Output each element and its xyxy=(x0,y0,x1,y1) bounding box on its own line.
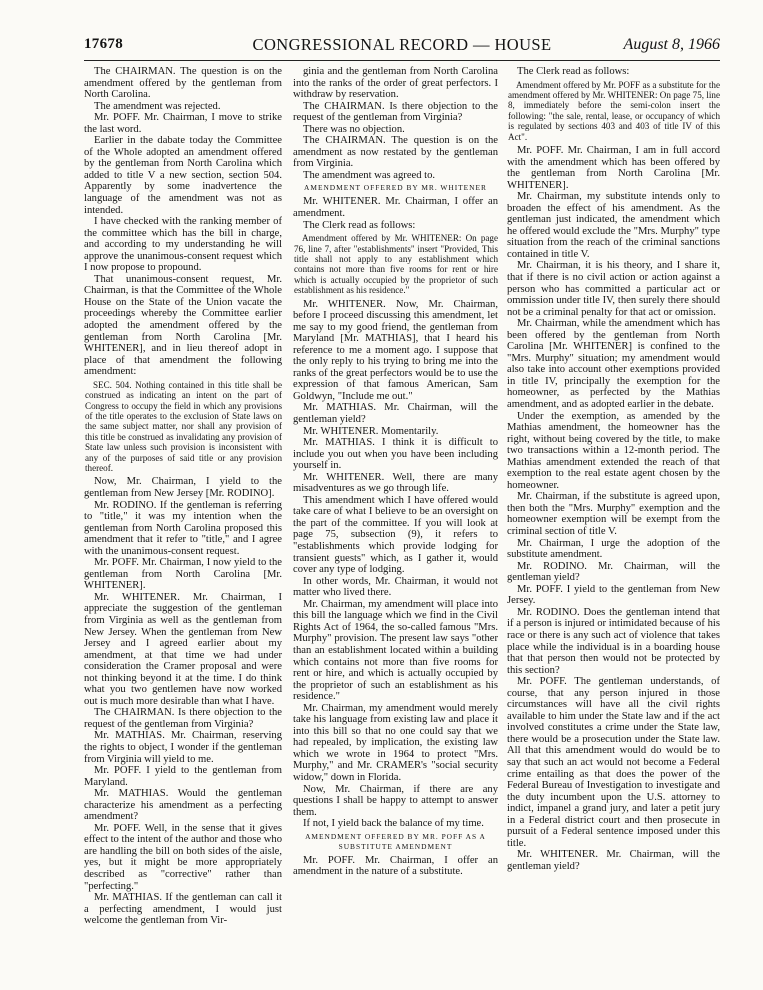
paragraph: Mr. POFF. The gentleman understands, of course, that any person injured in those circumstances will have all the civil rights available to him under the State law and if the act involved constitutes a crime under the State law, there would be a prosecution under the State law. All that this amendment would do would be to say that such an act would not become a Federal crime entailing as that does the power of the Federal Bureau of Investigation to investigate and the duty incumbent upon the U.S. attorney to indict, impanel a grand jury, and later a petit jury in a Federal district court and then prosecute in pursuit of a Federal sentence imposed under this title. xyxy=(507,676,720,849)
amendment-text: Amendment offered by Mr. POFF as a substitute for the amendment offered by Mr. WHITENER: On page 75, line 8, immediately before the semi-colon insert the following: "the sale, rental, lease, or occupancy of which is regulated by sections 403 and 403 of title IV of this Act". xyxy=(508,79,720,142)
paragraph: In other words, Mr. Chairman, it would not matter who lived there. xyxy=(293,575,498,599)
paragraph: Mr. WHITENER. Momentarily. xyxy=(303,425,439,437)
paragraph: The CHAIRMAN. The question is on the amendment offered by the gentleman from North Carolina. xyxy=(84,66,282,101)
paragraph: Mr. POFF. Well, in the sense that it gives effect to the intent of the author and those who are handling the bill on both sides of the aisle, yes, but it might be more appropriately described as "corrective" rather than "perfecting." xyxy=(84,822,282,892)
journal-title: CONGRESSIONAL RECORD — HOUSE xyxy=(252,35,552,54)
paragraph: Mr. WHITENER. Mr. Chairman, I appreciate the suggestion of the gentleman from Virginia as well as the gentleman from New Jersey. When the gentleman from New Jersey and I agreed earlier about my amendment, at that time we had under consideration the Cramer proposal and were not thinking beyond it at the time. I do think what you two gentlemen have now worked out is much more desirable than what I have. xyxy=(84,591,282,707)
paragraph: Mr. WHITENER. Mr. Chairman, will the gentleman yield? xyxy=(507,849,720,872)
paragraph: Mr. Chairman, I urge the adoption of the substitute amendment. xyxy=(507,537,720,561)
paragraph: Mr. POFF. I yield to the gentleman from Maryland. xyxy=(84,765,282,788)
paragraph: This amendment which I have offered would take care of what I believe to be an oversight on the part of the committee. If you will look at page 75, subsection (9), it refers to "establishments which provide lodging for transient guests" which, as I gather it, would cover any type of lodging. xyxy=(293,494,498,576)
paragraph: Mr. MATHIAS. If the gentleman can call it a perfecting amendment, I would just welcome the gentleman from Vir- xyxy=(84,892,282,927)
paragraph: Mr. POFF. Mr. Chairman, I offer an amendment in the nature of a substitute. xyxy=(293,854,498,878)
paragraph: There was no objection. xyxy=(303,123,405,135)
paragraph: I have checked with the ranking member of the committee which has the bill in charge, and according to my understanding he will approve the unanimous-consent request which I now propose to propound. xyxy=(84,216,282,274)
paragraph: Mr. RODINO. Does the gentleman intend that if a person is injured or intimidated because of his race or there is any such act of violence that takes place while the individual is in a boarding house that that person then would not be protected by this section? xyxy=(507,606,720,676)
paragraph: The CHAIRMAN. The question is on the amendment as now restated by the gentleman from Virginia. xyxy=(293,135,498,170)
text-column-3 xyxy=(507,66,720,986)
section-heading: AMENDMENT OFFERED BY MR. WHITENER xyxy=(304,183,487,193)
paragraph: That unanimous-consent request, Mr. Chairman, is that the Committee of the Whole House on the State of the Union vacate the proceedings whereby the Committee earlier adopted the amendment offered by the gentleman from North Carolina [Mr. WHITENER], and in lieu thereof adopt in place of that amendment the following amendment: xyxy=(84,273,282,378)
paragraph: Earlier in the dabate today the Committee of the Whole adopted an amendment offered by the gentleman from North Carolina which added to title V a new section, section 504. Apparently by some inadvertence the language of the amendment was not as intended. xyxy=(84,135,282,216)
paragraph: Mr. Chairman, while the amendment which has been offered by the gentleman from North Carolina [Mr. WHITENER] is confined to the "Mrs. Murphy" situation; my amendment would also take into account other exemptions provided in title IV, principally the exemption for the homeowner, as perfected by the Mathias amendment, and as adopted earlier in the debate. xyxy=(507,318,720,411)
paragraph: The CHAIRMAN. Is there objection to the request of the gentleman from Virginia? xyxy=(293,100,498,124)
paragraph: The amendment was rejected. xyxy=(94,100,221,112)
paragraph: Mr. POFF. I yield to the gentleman from New Jersey. xyxy=(507,583,720,607)
page-number: 17678 xyxy=(84,36,123,52)
paragraph: Under the exemption, as amended by the Mathias amendment, the homeowner has the right, without being covered by the title, to make two transactions within a 12-month period. The Mathias amendment extended the reach of that exemption to the real estate agent chosen by the homeowner. xyxy=(507,410,720,491)
paragraph: The amendment was agreed to. xyxy=(303,169,436,181)
paragraph: If not, I yield back the balance of my time. xyxy=(303,818,484,830)
paragraph: The Clerk read as follows: xyxy=(517,66,630,77)
paragraph: Mr. Chairman, it is his theory, and I share it, that if there is no civil action or action against a person who has committed a particular act or ommission under title IV, then surely there should not be a criminal penalty for that act or omission. xyxy=(507,260,720,318)
paragraph: ginia and the gentleman from North Carolina into the ranks of the order of great perfectors. I withdraw by reservation. xyxy=(293,66,498,101)
paragraph: The Clerk read as follows: xyxy=(303,219,416,231)
amendment-text: SEC. 504. Nothing contained in this title shall be construed as indicating an intent on the part of Congress to occupy the field in which any provisions of the title operates to the exclusion of State laws on the same subject matter, nor shall any provision of this title be construed as invalidating any provision of State law unless such provision is inconsistent with any of the purposes of said title or any provision thereof. xyxy=(85,379,282,474)
paragraph: Mr. MATHIAS. Mr. Chairman, will the gentleman yield? xyxy=(293,402,498,426)
paragraph: Now, Mr. Chairman, I yield to the gentleman from New Jersey [Mr. RODINO]. xyxy=(84,476,282,499)
paragraph: Mr. WHITENER. Well, there are many misadventures as we go through life. xyxy=(293,471,498,495)
amendment-text: Amendment offered by Mr. WHITENER: On page 76, line 7, after "establishments" insert "Provided, This title shall not apply to any establishment which contains not more than five rooms for rent or hire which is actually occupied by the proprietor of such establishment as his residence." xyxy=(294,233,498,296)
issue-date: August 8, 1966 xyxy=(623,36,720,53)
text-column-2 xyxy=(293,66,498,986)
page-header xyxy=(84,34,720,61)
paragraph: Mr. WHITENER. Now, Mr. Chairman, before I proceed discussing this amendment, let me say to my good friend, the gentleman from Maryland [Mr. MATHIAS], that I heard his reference to me a moment ago. I suppose that the only reply to his trying to bring me into the ranks of the great perfectors would be to use the expression of that famous American, Sam Goldwyn, "Include me out." xyxy=(293,298,498,402)
paragraph: Mr. POFF. Mr. Chairman, I am in full accord with the amendment which has been offered by the gentleman from North Carolina [Mr. WHITENER]. xyxy=(507,144,720,191)
paragraph: Mr. POFF. Mr. Chairman, I now yield to the gentleman from North Carolina [Mr. WHITENER]. xyxy=(84,557,282,592)
paragraph: Mr. MATHIAS. I think it is difficult to include you out when you have been including yourself in. xyxy=(293,437,498,472)
paragraph: Mr. RODINO. If the gentleman is referring to "title," it was my intention when the gentleman from North Carolina proposed this amendment that it refer to "title," and I agree with the unanimous-consent request. xyxy=(84,499,282,557)
paragraph: Mr. Chairman, if the substitute is agreed upon, then both the "Mrs. Murphy" exemption and the homeowner exemption will be exempt from the criminal section of title V. xyxy=(507,491,720,538)
text-column-1 xyxy=(84,66,282,986)
paragraph: Mr. MATHIAS. Mr. Chairman, reserving the rights to object, I wonder if the gentleman from Virginia will yield to me. xyxy=(84,730,282,765)
paragraph: Now, Mr. Chairman, if there are any questions I shall be happy to attempt to answer them. xyxy=(293,783,498,818)
paragraph: Mr. Chairman, my amendment will place into this bill the language which we find in the Civil Rights Act of 1964, the so-called famous "Mrs. Murphy" provision. The present law says "other than an establishment located within a building which contains not more than five rooms for rent or hire, and which is actually occupied by the proprietor of such an establishment as his residence." xyxy=(293,598,498,703)
paragraph: Mr. RODINO. Mr. Chairman, will the gentleman yield? xyxy=(507,560,720,584)
paragraph: Mr. Chairman, my substitute intends only to broaden the effect of his amendment. As the gentleman just indicated, the amendment which he offered would exclude the "Mrs. Murphy" type situation from the reach of the criminal sanctions contained in title V. xyxy=(507,191,720,260)
paragraph: The CHAIRMAN. Is there objection to the request of the gentleman from Virginia? xyxy=(84,707,282,730)
paragraph: Mr. POFF. Mr. Chairman, I move to strike the last word. xyxy=(84,112,282,135)
paragraph: Mr. MATHIAS. Would the gentleman characterize his amendment as a perfecting amendment? xyxy=(84,788,282,823)
paragraph: Mr. WHITENER. Mr. Chairman, I offer an amendment. xyxy=(293,196,498,220)
section-heading: AMENDMENT OFFERED BY MR. POFF AS A SUBSTITUTE AMENDMENT xyxy=(305,831,486,851)
paragraph: Mr. Chairman, my amendment would merely take his language from existing law and place it into this bill so that no one could say that we had repealed, by implication, the existing law which we wrote in 1964 to protect "Mrs. Murphy," and Mr. CRAMER's "social security widow," down in Florida. xyxy=(293,702,498,783)
